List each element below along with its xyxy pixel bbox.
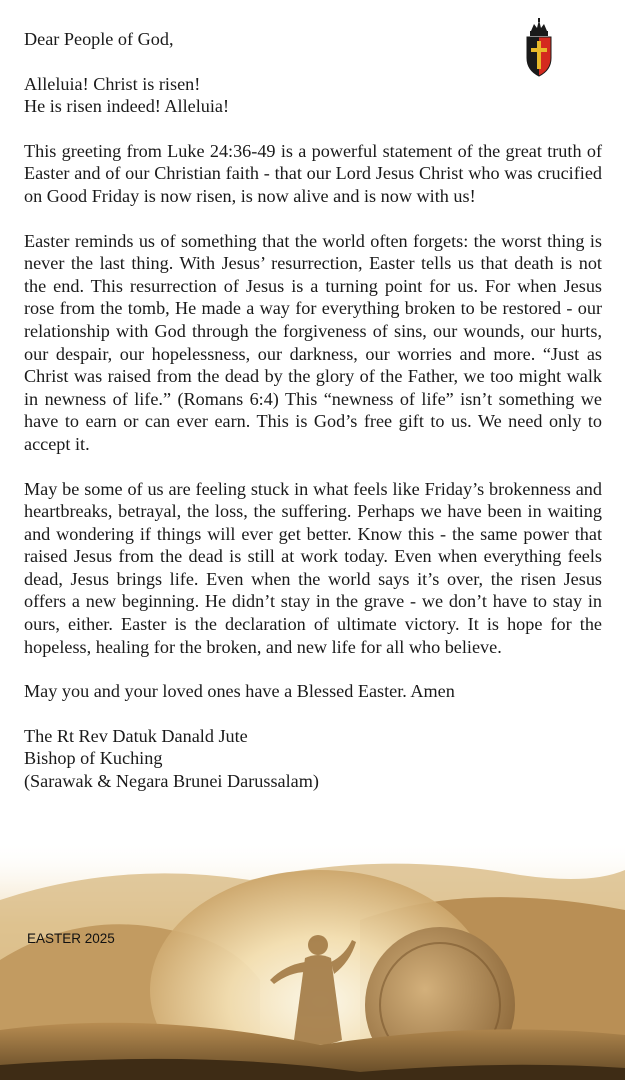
paragraph-1: This greeting from Luke 24:36-49 is a powerful statement of the great truth of Easter and of our Christian faith - that our Lord Jesus Christ who was crucified on Good Friday is now risen, is now alive and is now with us! [24,140,602,206]
easter-year-label: EASTER 2025 [27,931,115,946]
letter-body [24,28,602,793]
resurrection-scene-illustration [0,840,625,1080]
closing-line: May you and your loved ones have a Blessed Easter. Amen [24,681,455,702]
signature-block [24,725,602,793]
paragraph-2: Easter reminds us of something that the world often forgets: the worst thing is never the last thing. With Jesus’ resurrection, Easter tells us that death is not the end. This resurrection of Jesus is a turning point for us. For when Jesus rose from the tomb, He made a way for everything broken to be restored - our relationship with God through the forgiveness of sins, our wounds, our hurts, our despair, our hopelessness, our darkness, our worries and more. “Just as Christ was raised from the dead by the glory of the Father, we too might walk in newness of life.” (Romans 6:4) This “newness of life” isn’t something we have to earn or can ever earn. This is God’s free gift to us. We need only to accept it. [24,230,602,454]
signature-name: The Rt Rev Datuk Danald Jute [24,725,248,746]
salutation: Dear People of God, [24,29,174,49]
greeting-line-2: He is risen indeed! Alleluia! [24,96,230,117]
greeting-line-1: Alleluia! Christ is risen! [24,73,201,94]
paragraph-3: May be some of us are feeling stuck in what feels like Friday’s brokenness and heartbreaks, betrayal, the loss, the suffering. Perhaps we have been in waiting and wondering if things will ever get better. Know this - the same power that raised Jesus from the dead is still at work today. Even when everything feels dead, Jesus brings life. Even when the world says it’s over, the risen Jesus offers a new beginning. He didn’t stay in the grave - we don’t have to stay in ours, either. Easter is the declaration of ultimate victory. It is hope for the hopeless, healing for the broken, and new life for all who believe. [24,478,602,657]
signature-diocese: (Sarawak & Negara Brunei Darussalam) [24,771,319,792]
signature-title: Bishop of Kuching [24,748,163,769]
